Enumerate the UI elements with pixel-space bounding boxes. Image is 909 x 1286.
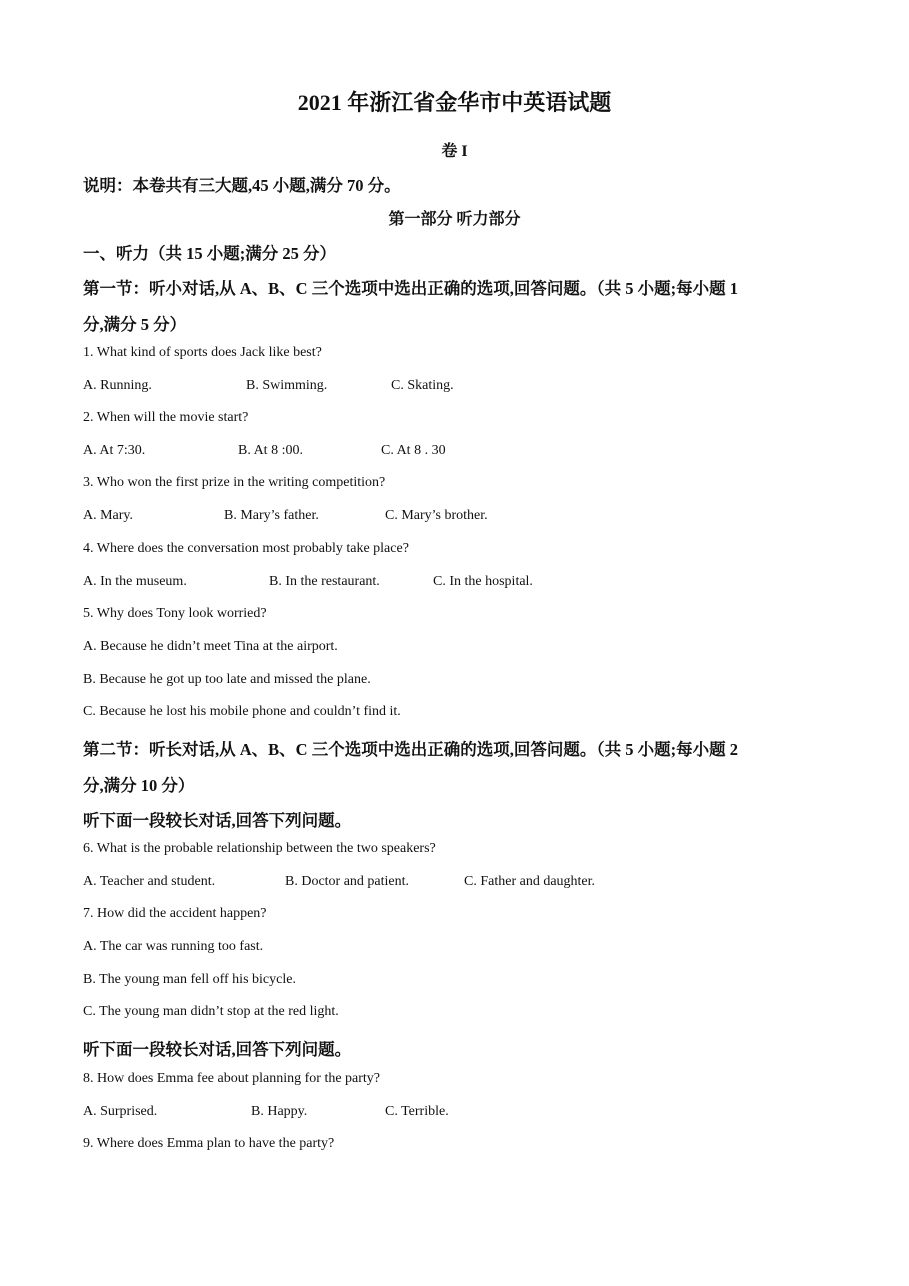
option-b: B. Doctor and patient.: [285, 874, 410, 889]
section1-instructions-line2: 分,满分 5 分）: [83, 315, 187, 334]
question-9: 9. Where does Emma plan to have the party?: [83, 1136, 335, 1151]
question-7-option-b: B. The young man fell off his bicycle.: [83, 972, 296, 987]
part-one-heading: 第一部分 听力部分: [388, 211, 521, 228]
option-a: A. Running.: [83, 378, 152, 393]
option-a: A. In the museum.: [83, 574, 187, 589]
instructions: 说明：本卷共有三大题,45 小题,满分 70 分。: [83, 176, 401, 195]
option-c: C. At 8 . 30: [381, 443, 446, 458]
listen-long-dialogue-heading-2: 听下面一段较长对话,回答下列问题。: [83, 1040, 352, 1059]
question-5-option-b: B. Because he got up too late and missed the plane.: [83, 672, 371, 687]
question-5: 5. Why does Tony look worried?: [83, 606, 267, 621]
volume-label: 卷 I: [441, 143, 468, 160]
option-c: C. Terrible.: [385, 1104, 449, 1119]
section-heading: 一、听力（共 15 小题;满分 25 分）: [83, 244, 336, 263]
question-6: 6. What is the probable relationship between the two speakers?: [83, 841, 436, 856]
option-c: C. Skating.: [391, 378, 454, 393]
option-c: C. Father and daughter.: [464, 874, 596, 889]
option-a: A. Teacher and student.: [83, 874, 216, 889]
section2-instructions-line2: 分,满分 10 分）: [83, 776, 195, 795]
option-b: B. In the restaurant.: [269, 574, 380, 589]
option-b: B. At 8 :00.: [238, 443, 303, 458]
section1-instructions-line1: 第一节：听小对话,从 A、B、C 三个选项中选出正确的选项,回答问题。（共 5 小题;每小题 1: [83, 279, 738, 298]
listen-long-dialogue-heading: 听下面一段较长对话,回答下列问题。: [83, 811, 352, 830]
option-a: A. Mary.: [83, 508, 134, 523]
question-2: 2. When will the movie start?: [83, 410, 249, 425]
question-4: 4. Where does the conversation most probably take place?: [83, 541, 409, 556]
question-1: 1. What kind of sports does Jack like best?: [83, 345, 322, 360]
option-c: C. In the hospital.: [433, 574, 533, 589]
option-b: B. Happy.: [251, 1104, 308, 1119]
question-3: 3. Who won the first prize in the writing competition?: [83, 475, 386, 490]
question-7: 7. How did the accident happen?: [83, 906, 267, 921]
question-8: 8. How does Emma fee about planning for the party?: [83, 1071, 381, 1086]
question-7-option-c: C. The young man didn’t stop at the red light.: [83, 1004, 339, 1019]
question-7-option-a: A. The car was running too fast.: [83, 939, 264, 954]
option-c: C. Mary’s brother.: [385, 508, 488, 523]
option-b: B. Mary’s father.: [224, 508, 319, 523]
section2-instructions-line1: 第二节：听长对话,从 A、B、C 三个选项中选出正确的选项,回答问题。（共 5 小题;每小题 2: [83, 740, 738, 759]
exam-title: 2021 年浙江省金华市中英语试题: [297, 90, 612, 115]
option-b: B. Swimming.: [246, 378, 328, 393]
option-a: A. At 7:30.: [83, 443, 146, 458]
question-5-option-a: A. Because he didn’t meet Tina at the airport.: [83, 639, 338, 654]
option-a: A. Surprised.: [83, 1104, 158, 1119]
question-5-option-c: C. Because he lost his mobile phone and couldn’t find it.: [83, 704, 401, 719]
